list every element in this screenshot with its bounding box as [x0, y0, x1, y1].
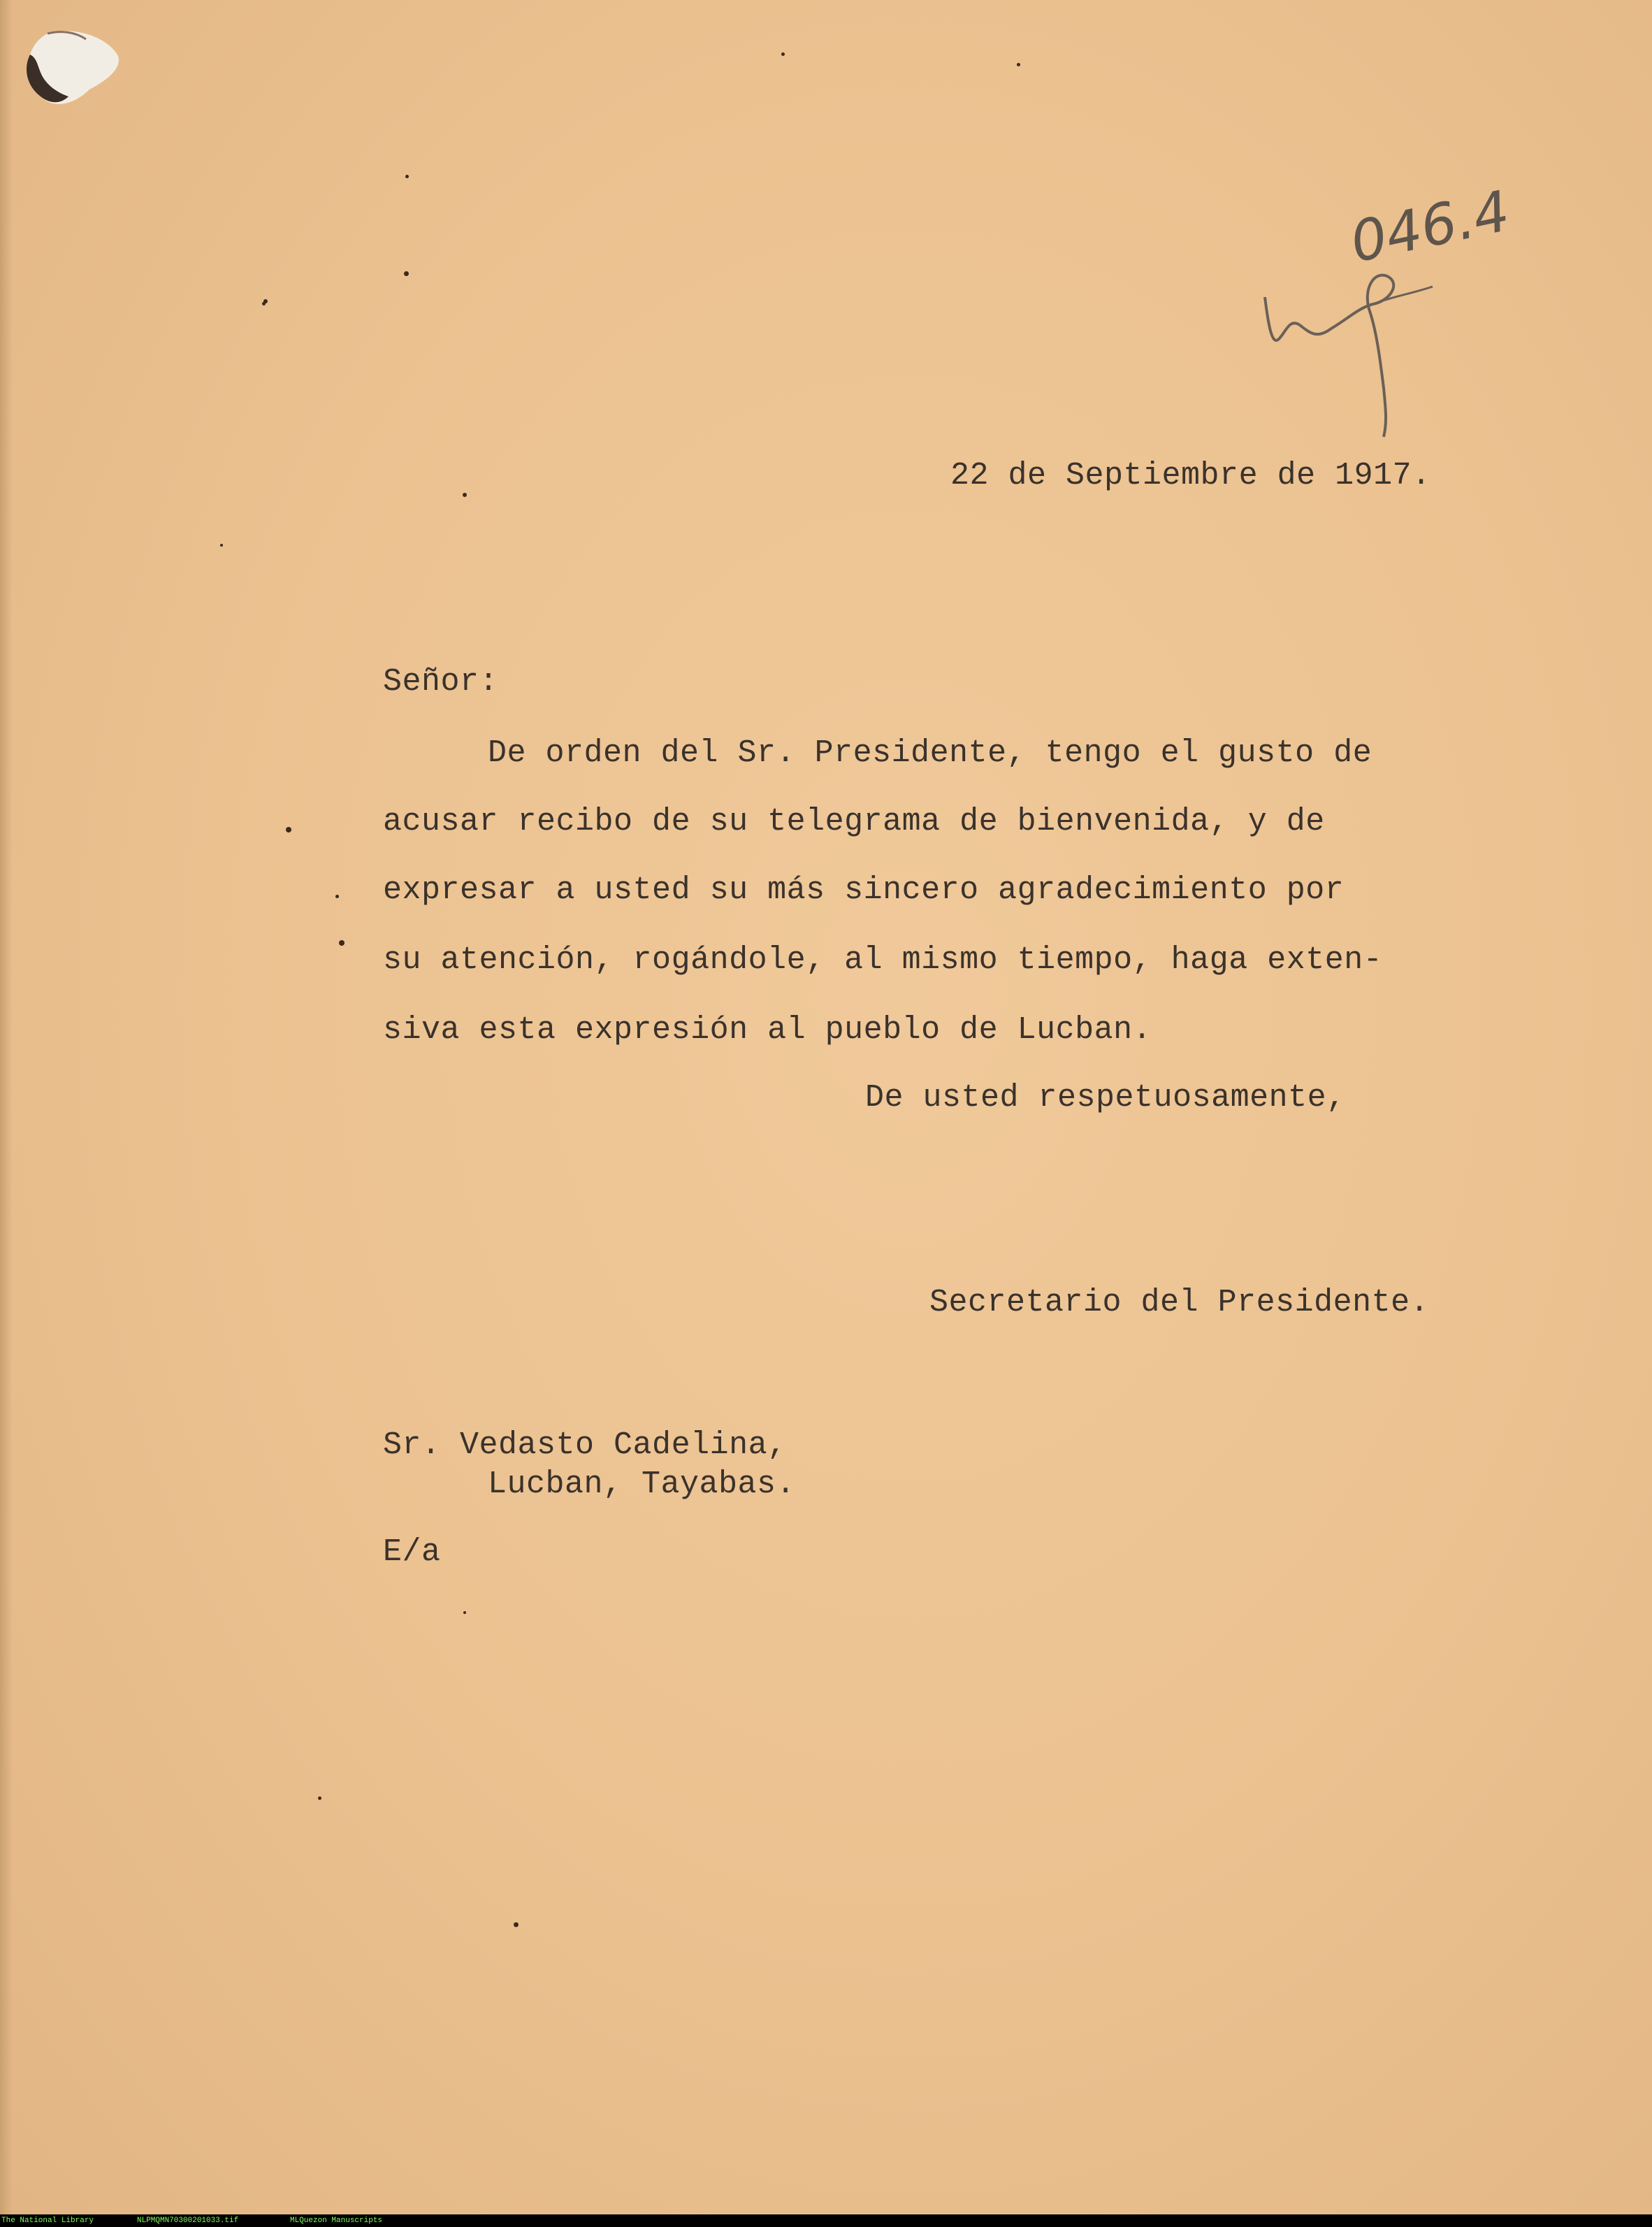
body-line: acusar recibo de su telegrama de bienvenida, y de: [383, 804, 1325, 839]
paper-speck: [405, 175, 409, 178]
closing: De usted respetuosamente,: [865, 1080, 1346, 1116]
punch-hole-icon: [20, 27, 124, 117]
signature-title: Secretario del Presidente.: [929, 1285, 1430, 1320]
recipient-name: Sr. Vedasto Cadelina,: [383, 1427, 787, 1463]
paper-speck: [220, 544, 223, 547]
paper-speck: [335, 895, 339, 898]
initials: E/a: [383, 1534, 441, 1570]
letter-date: 22 de Septiembre de 1917.: [950, 458, 1431, 493]
paper-speck: [463, 493, 467, 497]
paper-speck: [339, 940, 345, 946]
scan-footer: [0, 2214, 1652, 2227]
body-line: siva esta expresión al pueblo de Lucban.: [383, 1012, 1152, 1048]
body-line: su atención, rogándole, al mismo tiempo, haga exten-: [383, 942, 1383, 978]
body-line: expresar a usted su más sincero agradecimiento por: [383, 872, 1345, 908]
paper-speck: [262, 302, 266, 305]
handwritten-pencil-mark: [1251, 150, 1558, 465]
paper-speck: [514, 1922, 519, 1927]
paper-speck: [404, 271, 409, 276]
paper-speck: [463, 1611, 466, 1614]
paper-speck: [781, 52, 785, 56]
recipient-address: Lucban, Tayabas.: [488, 1466, 796, 1502]
body-line: De orden del Sr. Presidente, tengo el gusto de: [488, 735, 1372, 771]
footer-collection: MLQuezon Manuscripts: [290, 2217, 383, 2225]
footer-institution: The National Library: [1, 2217, 94, 2225]
paper-speck: [1017, 63, 1020, 66]
footer-filename: NLPMQMN70300201033.tif: [137, 2217, 239, 2225]
paper-speck: [286, 827, 291, 833]
paper-edge-shadow: [0, 0, 13, 2214]
salutation: Señor:: [383, 664, 499, 700]
paper-speck: [318, 1796, 321, 1800]
handwritten-number: 046.4: [1345, 178, 1515, 275]
